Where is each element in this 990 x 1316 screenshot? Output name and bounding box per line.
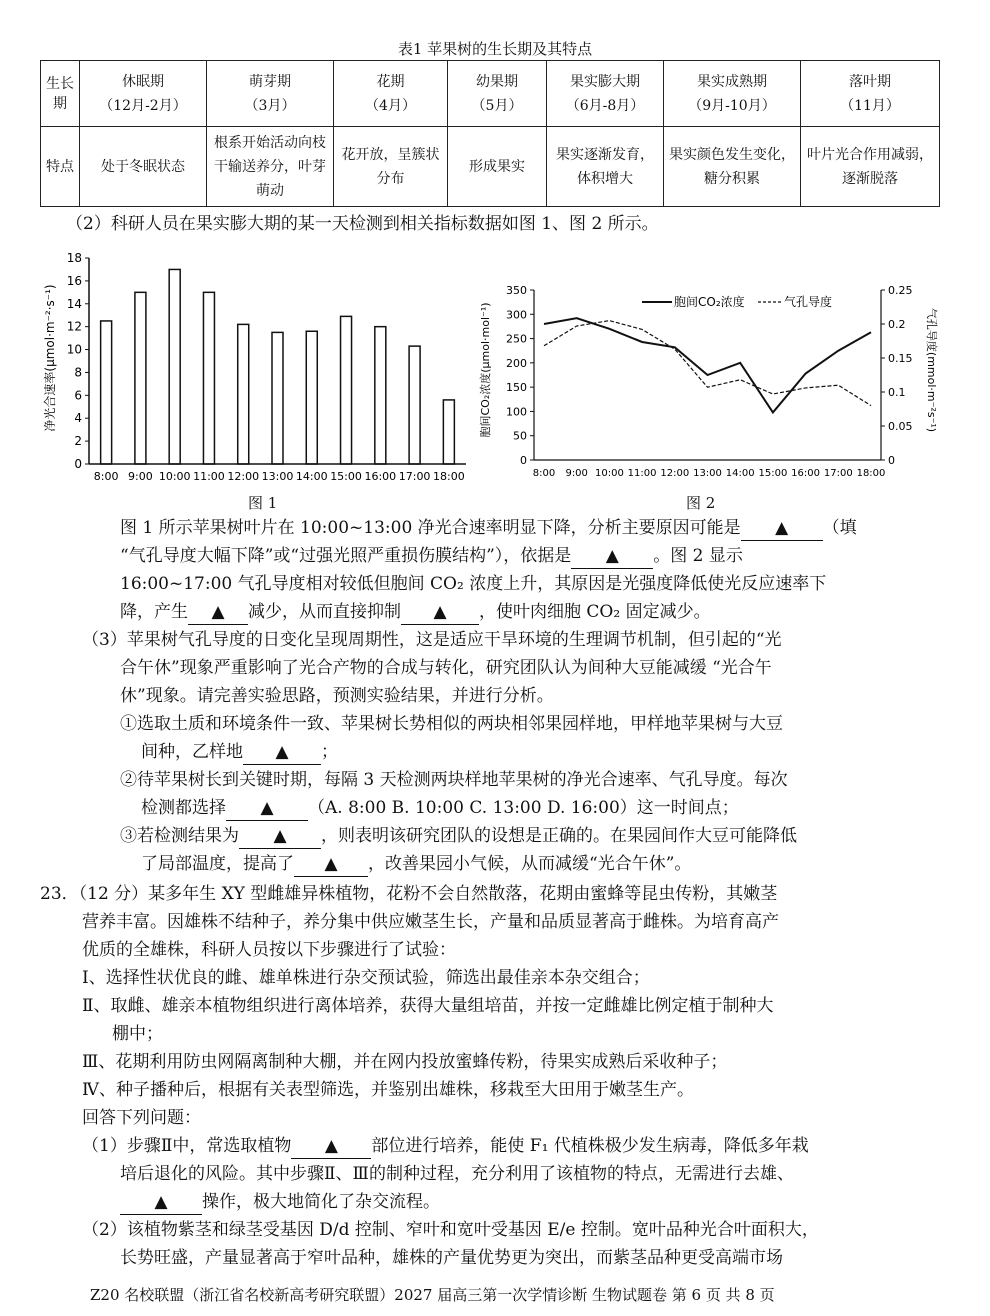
answer-blank[interactable]: ▲ [741,516,823,541]
period-months: （6月-8月） [565,97,645,114]
period-months: （5月） [471,97,523,114]
period-name: 落叶期 [849,73,891,90]
y-tick-label: 10 [66,342,82,357]
figure-1-y-axis-label: 净光合速率(μmol·m⁻²·s⁻¹) [43,284,57,432]
figure-2-caption: 图 2 [686,494,716,512]
y-tick-label: 16 [66,273,82,288]
question-23-line-1: 23．（12 分）某多年生 XY 型雌雄异株植物，花粉不会自然散落，花期由蜜蜂等昆虫传粉，其嫩茎 [40,884,778,904]
period-cell [664,61,801,127]
left-y-tick-label: 0 [520,454,527,467]
x-tick-label: 9:00 [565,468,588,479]
figure-2-line-chart [476,280,952,490]
bar [409,346,420,464]
period-name: 花期 [376,73,405,90]
period-months: （9月-10月） [688,97,776,114]
y-tick-label: 6 [74,388,82,403]
y-tick-label: 8 [74,365,82,380]
legend-label-co2: 胞间CO₂浓度 [674,295,745,309]
question-2-line-3: 16:00~17:00 气孔导度相对较低但胞间 CO₂ 浓度上升，其原因是光强度降低使光反应速率下 [120,574,827,594]
table-caption: 表1 苹果树的生长期及其特点 [397,40,593,58]
bar [135,292,146,464]
bar [238,324,249,464]
right-y-tick-label: 0 [888,454,895,467]
figure-2-legend [642,294,832,309]
bar [101,321,112,464]
question-23-step-2-cont: 棚中； [112,1024,163,1044]
left-y-tick-label: 250 [506,332,527,346]
period-cell [80,61,207,127]
page-footer: Z20 名校联盟（浙江省名校新高考研究联盟）2027 届高三第一次学情诊断 生物试题卷 第 6 页 共 8 页 [90,1286,775,1304]
x-tick-label: 14:00 [725,468,755,479]
answer-blank[interactable]: ▲ [226,796,308,821]
x-tick-label: 17:00 [398,470,431,483]
table-row-features [41,127,940,207]
answer-blank[interactable]: ▲ [401,600,479,625]
x-tick-label: 14:00 [295,470,328,483]
question-3-line-1: （3）苹果树气孔导度的日变化呈现周期性，这是适应干旱环境的生理调节机制，但引起的“光 [82,630,782,650]
right-y-tick-label: 0.1 [888,386,906,399]
table-row-periods [41,61,940,127]
question-23-part-2-line-2: 长势旺盛，产量显著高于窄叶品种，雄株的产量优势更为突出，而紫茎品种更受高端市场 [120,1248,783,1268]
question-23-part-1-line-1: （1）步骤Ⅱ中，常选取植物 ▲ 部位进行培养，能使 F₁ 代植株极少发生病毒，降低多年栽 [82,1134,809,1159]
bar [375,327,386,464]
x-tick-label: 18:00 [856,468,886,479]
row-header-growth: 生长期 [41,61,80,127]
y-tick-label: 18 [66,251,82,265]
question-23-line-2: 营养丰富。因雄株不结种子，养分集中供应嫩茎生长，产量和品质显著高于雌株。为培育高产 [82,912,779,932]
x-tick-label: 12:00 [660,468,690,479]
period-cell [334,61,448,127]
y-tick-label: 14 [66,296,82,311]
question-3-step-1-cont: 间种，乙样地 ▲ ； [141,740,338,765]
period-months: （3月） [244,97,296,114]
figure-2-left-y-axis-label: 胞间CO₂浓度(μmol·mol⁻¹) [479,302,492,438]
x-tick-label: 13:00 [693,468,722,479]
x-tick-label: 18:00 [433,470,465,483]
period-months: （12月-2月） [99,97,187,114]
y-tick-label: 2 [74,434,82,449]
bar [272,332,283,464]
question-3-step-1: ①选取土质和环境条件一致、苹果树长势相似的两块相邻果园样地，甲样地苹果树与大豆 [120,714,783,734]
figure-2-right-y-axis-label: 气孔导度(mmol·m⁻²s⁻¹) [925,307,938,433]
question-23-part-1-line-3: ▲ 操作，极大地简化了杂交流程。 [120,1190,440,1215]
left-y-tick-label: 50 [513,429,527,443]
question-3-step-3-cont: 了局部温度，提高了 ▲ ，改善果园小气候，从而减缓“光合午休”。 [141,852,691,877]
question-23-step-1: Ⅰ、选择性状优良的雌、雄单株进行杂交预试验，筛选出最佳亲本杂交组合； [82,968,650,988]
x-tick-label: 11:00 [627,468,657,479]
question-23-step-3: Ⅲ、花期利用防虫网隔离制种大棚，并在网内投放蜜蜂传粉，待果实成熟后采收种子； [82,1052,728,1072]
question-23-step-2: Ⅱ、取雌、雄亲本植物组织进行离体培养，获得大量组培苗，并按一定雌雄比例定植于制种大 [82,996,774,1016]
feature-cell: 花开放，呈簇状分布 [334,127,448,207]
question-2-line-4: 降，产生 ▲ 减少，从而直接抑制 ▲ ，使叶肉细胞 CO₂ 固定减少。 [120,600,711,625]
period-name: 果实膨大期 [570,73,640,90]
answer-blank[interactable]: ▲ [294,852,368,877]
x-tick-label: 12:00 [227,470,260,483]
bar [169,269,180,464]
question-3-step-2: ②待苹果树长到关键时期，每隔 3 天检测两块样地苹果树的净光合速率、气孔导度。每次 [120,770,788,790]
question-23-step-4: Ⅳ、种子播种后，根据有关表型筛选，并鉴别出雄株，移栽至大田用于嫩茎生产。 [82,1080,694,1100]
answer-blank[interactable]: ▲ [291,1134,371,1159]
period-months: （4月） [365,97,416,114]
right-y-tick-label: 0.05 [888,420,913,433]
answer-blank[interactable]: ▲ [188,600,248,625]
y-tick-label: 0 [74,457,82,471]
period-cell [547,61,664,127]
x-tick-label: 16:00 [791,468,821,479]
feature-cell: 处于冬眠状态 [80,127,207,207]
x-tick-label: 16:00 [364,470,397,483]
left-y-tick-label: 100 [506,405,527,419]
right-y-tick-label: 0.25 [888,284,913,297]
answer-blank[interactable]: ▲ [239,824,321,849]
feature-cell: 形成果实 [448,127,547,207]
period-name: 果实成熟期 [697,73,767,90]
feature-cell: 果实逐渐发育，体积增大 [547,127,664,207]
feature-cell: 果实颜色发生变化，糖分积累 [664,127,801,207]
question-23-line-3: 优质的全雄株，科研人员按以下步骤进行了试验： [82,940,456,960]
left-y-tick-label: 150 [506,381,527,395]
x-tick-label: 8:00 [93,470,119,483]
question-23-part-2-line-1: （2）该植物紫茎和绿茎受基因 D/d 控制、窄叶和宽叶受基因 E/e 控制。宽叶品种光合叶面积大， [82,1220,819,1240]
question-3-line-3: 休”现象。请完善实验思路，预测实验结果，并进行分析。 [120,686,554,706]
x-tick-label: 15:00 [758,468,788,479]
y-tick-label: 12 [66,319,82,334]
question-2-line-1: 图 1 所示苹果树叶片在 10:00~13:00 净光合速率明显下降，分析主要原因可能是 ▲ （填 [120,516,857,541]
x-tick-label: 8:00 [532,468,556,479]
period-cell [207,61,334,127]
period-name: 萌芽期 [249,73,291,90]
bar [203,292,214,464]
bar [341,316,352,464]
left-y-tick-label: 300 [506,308,527,322]
question-3-step-3: ③若检测结果为 ▲ ，则表明该研究团队的设想是正确的。在果园间作大豆可能降低 [120,824,797,849]
question-23-answer-prompt: 回答下列问题： [82,1108,201,1128]
period-name: 休眠期 [122,73,164,90]
period-months: （11月） [840,97,900,114]
x-tick-label: 10:00 [158,470,191,483]
figure-1-bar-chart [40,246,480,486]
x-tick-label: 9:00 [128,470,153,483]
question-2-line-2: “气孔导度大幅下降”或“过强光照严重损伤膜结构”），依据是 ▲ 。图 2 显示 [120,544,743,569]
growth-period-table [40,60,940,207]
question-3-step-2-cont: 检测都选择 ▲ （A. 8:00 B. 10:00 C. 13:00 D. 16:00）这一时间点； [141,796,739,821]
question-3-line-2: 合午休”现象严重影响了光合产物的合成与转化，研究团队认为间种大豆能减缓 “光合午 [120,658,772,678]
period-cell [448,61,547,127]
x-tick-label: 15:00 [330,470,362,483]
period-cell [801,61,940,127]
right-y-tick-label: 0.2 [888,318,906,331]
period-name: 幼果期 [476,73,518,90]
x-tick-label: 10:00 [594,468,624,479]
left-y-tick-label: 200 [506,356,527,370]
series-co2-line [544,318,871,412]
y-tick-label: 4 [74,411,82,426]
row-header-feature: 特点 [41,127,80,207]
question-23-part-1-line-2: 培后退化的风险。其中步骤Ⅱ、Ⅲ的制种过程，充分利用了该植物的特点，无需进行去雄、 [120,1164,794,1184]
bar [306,331,317,464]
legend-label-conductance: 气孔导度 [784,295,833,309]
answer-blank[interactable]: ▲ [571,544,653,569]
x-tick-label: 17:00 [823,468,853,479]
left-y-tick-label: 350 [506,284,527,297]
right-y-tick-label: 0.15 [888,352,913,365]
x-tick-label: 13:00 [261,470,294,483]
feature-cell: 根系开始活动向枝干输送养分，叶芽萌动 [207,127,334,207]
answer-blank[interactable]: ▲ [243,740,321,765]
bar [443,400,454,464]
figure-1-caption: 图 1 [248,494,278,512]
question-2-intro: （2）科研人员在果实膨大期的某一天检测到相关指标数据如图 1、图 2 所示。 [66,214,659,234]
x-tick-label: 11:00 [193,470,225,483]
feature-cell: 叶片光合作用减弱，逐渐脱落 [801,127,940,207]
answer-blank[interactable]: ▲ [120,1190,202,1215]
